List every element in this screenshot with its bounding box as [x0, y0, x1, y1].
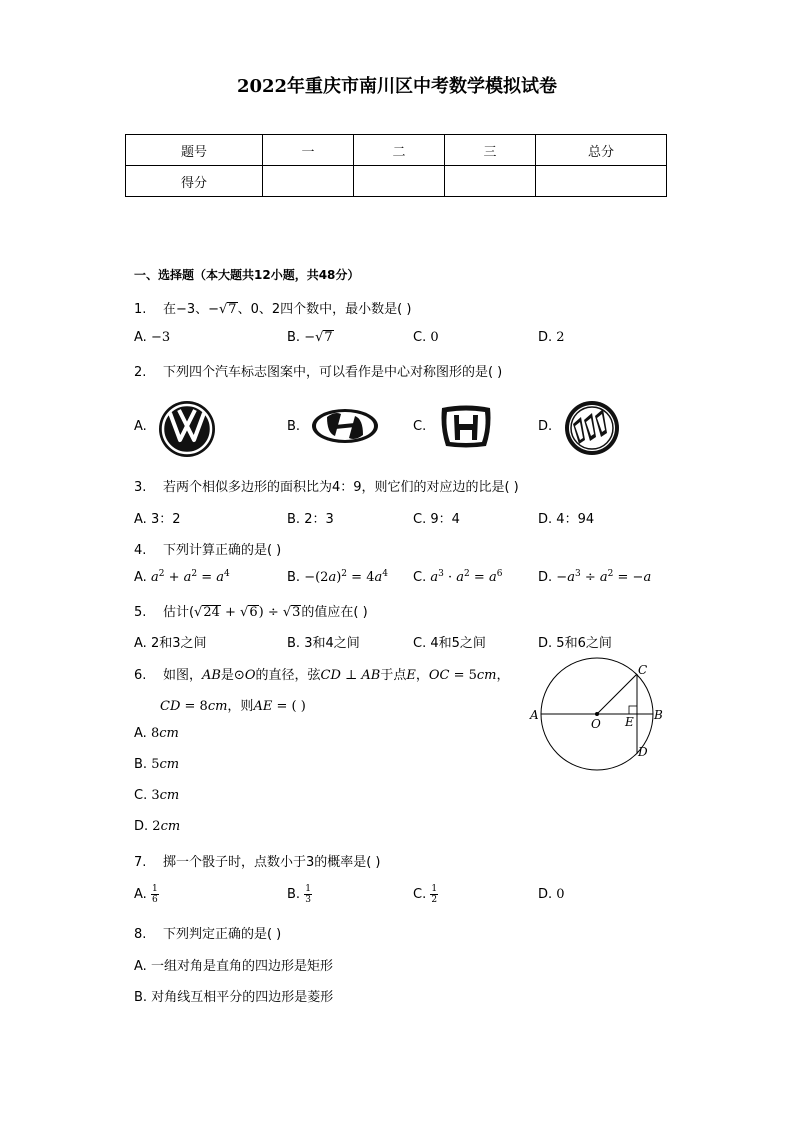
option-label: A. — [134, 636, 147, 651]
math-var: E — [406, 668, 416, 683]
q6-option-d — [134, 819, 180, 834]
stem-text: ，则 — [227, 699, 254, 714]
radicand: 7 — [324, 330, 333, 345]
q2-option-b-label: B. — [287, 419, 301, 434]
q7-option-b — [287, 884, 312, 905]
q5-option-b — [287, 632, 360, 651]
q4-option-c — [413, 570, 502, 585]
option-value: 3 — [151, 788, 160, 803]
option-label: A. — [134, 512, 147, 527]
radical-sign: √ — [282, 605, 292, 620]
honda-logo-icon — [439, 404, 493, 450]
option-value: 一组对角是直角的四边形是矩形 — [150, 959, 333, 974]
radicand: 3 — [292, 605, 301, 620]
q5-option-c — [413, 632, 486, 651]
option-label: B. — [287, 570, 301, 585]
stem-text: 是⊙ — [220, 668, 245, 683]
score-table-header-row — [126, 135, 667, 166]
question-2-stem — [134, 361, 502, 380]
option-value: 0 — [556, 887, 565, 902]
score-cell: 得分 — [126, 166, 263, 197]
option-label: D. — [538, 512, 553, 527]
section-heading: 一、选择题（本大题共12小题，共48分） — [134, 268, 360, 282]
question-4-stem — [134, 539, 281, 558]
question-7-stem — [134, 851, 381, 870]
denominator: 2 — [431, 895, 438, 905]
question-number: 2. — [134, 365, 147, 380]
option-value: 2 — [152, 819, 161, 834]
option-label: D. — [538, 570, 553, 585]
score-cell — [354, 166, 445, 197]
question-1-stem — [134, 298, 411, 317]
numerator: 1 — [431, 884, 438, 894]
option-value: 4：94 — [556, 512, 595, 527]
q8-option-a — [134, 955, 333, 974]
radical-sign: √ — [194, 605, 203, 620]
math-var: AB — [361, 668, 381, 683]
stem-text: 掷一个骰子时，点数小于3的概率是( ) — [162, 855, 381, 870]
score-cell: 一 — [263, 135, 354, 166]
stem-text: 下列四个汽车标志图案中，可以看作是中心对称图形的是( ) — [162, 365, 503, 380]
stem-text: 如图， — [162, 668, 202, 683]
question-5-stem — [134, 601, 368, 620]
option-value: 8 — [150, 726, 160, 741]
score-cell — [263, 166, 354, 197]
option-label: A. — [134, 570, 147, 585]
stem-text: 下列计算正确的是( ) — [162, 543, 282, 558]
option-value: − — [304, 330, 316, 345]
score-cell: 总分 — [536, 135, 667, 166]
score-table-score-row — [126, 166, 667, 197]
math-var: O — [244, 668, 256, 683]
option-label: C. — [413, 636, 427, 651]
question-number: 1. — [134, 302, 147, 317]
option-value: 2 — [556, 330, 565, 345]
option-label: B. — [287, 330, 301, 345]
fraction — [430, 884, 438, 905]
operator: + — [220, 605, 241, 620]
math-unit: cm — [159, 726, 179, 741]
option-label: A. — [134, 330, 147, 345]
stem-text: 、0、2四个数中，最小数是( ) — [237, 302, 412, 317]
option-label: A. — [134, 726, 147, 741]
q7-option-c — [413, 884, 438, 905]
option-label: C. — [413, 887, 427, 902]
question-number: 7. — [134, 855, 147, 870]
q1-option-c — [413, 330, 439, 345]
stem-text: 于点 — [380, 668, 407, 683]
circle-geometry-figure — [522, 652, 672, 772]
q3-option-c — [413, 508, 460, 527]
stem-text: 的直径，弦 — [255, 668, 321, 683]
question-6-stem-line2 — [160, 695, 306, 714]
stem-text: 估计( — [162, 605, 195, 620]
option-label: D. — [538, 330, 553, 345]
option-label: B. — [287, 636, 301, 651]
label-d: D — [638, 745, 648, 759]
option-value: 2和3之间 — [150, 636, 207, 651]
score-cell — [445, 166, 536, 197]
option-value: 5 — [151, 757, 160, 772]
formula: $-(2a)^2 = 4a^4$ — [304, 569, 388, 585]
label-o: O — [591, 717, 601, 731]
math-unit: cm — [160, 819, 181, 834]
q7-option-d — [538, 887, 565, 902]
exam-title: 2022年重庆市南川区中考数学模拟试卷 — [236, 76, 558, 97]
question-number: 3. — [134, 480, 147, 495]
option-value: 2：3 — [304, 512, 334, 527]
option-value: 对角线互相平分的四边形是菱形 — [151, 990, 334, 1005]
option-label: C. — [134, 788, 148, 803]
right-angle-mark — [629, 706, 637, 714]
question-6-stem — [134, 664, 510, 683]
question-number: 8. — [134, 927, 147, 942]
stem-text: ， — [496, 668, 510, 683]
option-value: −3 — [150, 330, 171, 345]
stem-text: 在−3、− — [162, 302, 219, 317]
math-var: CD — [160, 699, 181, 714]
stem-text: 的值应在( ) — [301, 605, 368, 620]
option-label: C. — [413, 570, 427, 585]
q1-option-a — [134, 330, 170, 345]
label-e: E — [625, 715, 634, 729]
center-point — [595, 712, 599, 716]
math-var: OC — [428, 668, 450, 683]
q5-option-a — [134, 632, 206, 651]
question-number: 5. — [134, 605, 147, 620]
option-value: 0 — [430, 330, 439, 345]
score-cell: 三 — [445, 135, 536, 166]
option-label: A. — [134, 887, 147, 902]
q1-option-d — [538, 330, 565, 345]
denominator: 6 — [151, 895, 158, 905]
q3-option-a — [134, 508, 180, 527]
q6-option-a — [134, 726, 179, 741]
label-b: B — [654, 708, 663, 722]
formula: $-a^3 \div a^2 = -a$ — [556, 569, 652, 585]
option-value: 5和6之间 — [556, 636, 612, 651]
score-cell: 题号 — [126, 135, 263, 166]
math-var: CD — [320, 668, 341, 683]
radicand: 7 — [228, 302, 237, 317]
math-var: AE — [253, 699, 273, 714]
radius-oc — [597, 674, 637, 714]
radical-sign: √ — [219, 302, 228, 317]
operator: ⊥ — [340, 668, 362, 683]
fraction — [151, 884, 159, 905]
score-cell — [536, 166, 667, 197]
hyundai-logo-icon — [311, 407, 379, 445]
q4-option-a — [134, 570, 230, 585]
q3-option-b — [287, 508, 334, 527]
numerator: 1 — [151, 884, 158, 894]
option-value: 3和4之间 — [304, 636, 360, 651]
question-3-stem — [134, 476, 519, 495]
q4-option-d — [538, 570, 651, 585]
option-label: B. — [134, 990, 148, 1005]
denominator: 3 — [305, 895, 311, 905]
radicand: 6 — [249, 605, 258, 620]
math-unit: cm — [159, 788, 180, 803]
q2-option-a-label: A. — [134, 419, 147, 434]
option-value: 4和5之间 — [430, 636, 486, 651]
question-8-stem — [134, 923, 281, 942]
question-number: 4. — [134, 543, 147, 558]
formula: $a^3 \cdot a^2 = a^6$ — [430, 569, 503, 585]
q2-option-c-label: C. — [413, 419, 427, 434]
option-label: D. — [134, 819, 149, 834]
operator: ) ÷ — [258, 605, 283, 620]
option-label: D. — [538, 887, 553, 902]
question-number: 6. — [134, 668, 147, 683]
score-cell: 二 — [354, 135, 445, 166]
numerator: 1 — [305, 884, 311, 894]
option-label: B. — [287, 512, 301, 527]
q1-option-b — [287, 330, 334, 345]
q4-option-b — [287, 570, 388, 585]
option-value: 9：4 — [430, 512, 460, 527]
option-label: C. — [413, 330, 427, 345]
math-unit: cm — [207, 699, 228, 714]
q6-option-c — [134, 788, 179, 803]
volkswagen-logo-icon — [158, 400, 216, 458]
q7-option-a — [134, 884, 159, 905]
fraction — [304, 884, 312, 905]
stem-text: ， — [415, 668, 429, 683]
radical-sign: √ — [315, 330, 324, 345]
stem-text: 若两个相似多边形的面积比为4：9，则它们的对应边的比是( ) — [162, 480, 519, 495]
score-table — [125, 134, 667, 197]
radical-sign: √ — [240, 605, 249, 620]
math-unit: cm — [476, 668, 497, 683]
q5-option-d — [538, 632, 612, 651]
label-c: C — [638, 663, 648, 677]
buick-logo-icon — [564, 400, 620, 456]
option-label: B. — [134, 757, 148, 772]
math-var: AB — [201, 668, 221, 683]
math-unit: cm — [159, 757, 180, 772]
stem-text: = ( ) — [272, 699, 306, 714]
math-value: = 5 — [449, 668, 477, 683]
q2-option-d-label: D. — [538, 419, 553, 434]
q8-option-b — [134, 986, 333, 1005]
option-label: A. — [134, 959, 147, 974]
q3-option-d — [538, 508, 594, 527]
stem-text: 下列判定正确的是( ) — [162, 927, 282, 942]
option-label: D. — [538, 636, 553, 651]
radicand: 24 — [203, 605, 220, 620]
label-a: A — [530, 708, 539, 722]
option-value: 3：2 — [150, 512, 181, 527]
q6-option-b — [134, 757, 179, 772]
option-label: C. — [413, 512, 427, 527]
formula: $a^2 + a^2 = a^4$ — [150, 569, 230, 585]
option-label: B. — [287, 887, 301, 902]
math-value: = 8 — [180, 699, 208, 714]
